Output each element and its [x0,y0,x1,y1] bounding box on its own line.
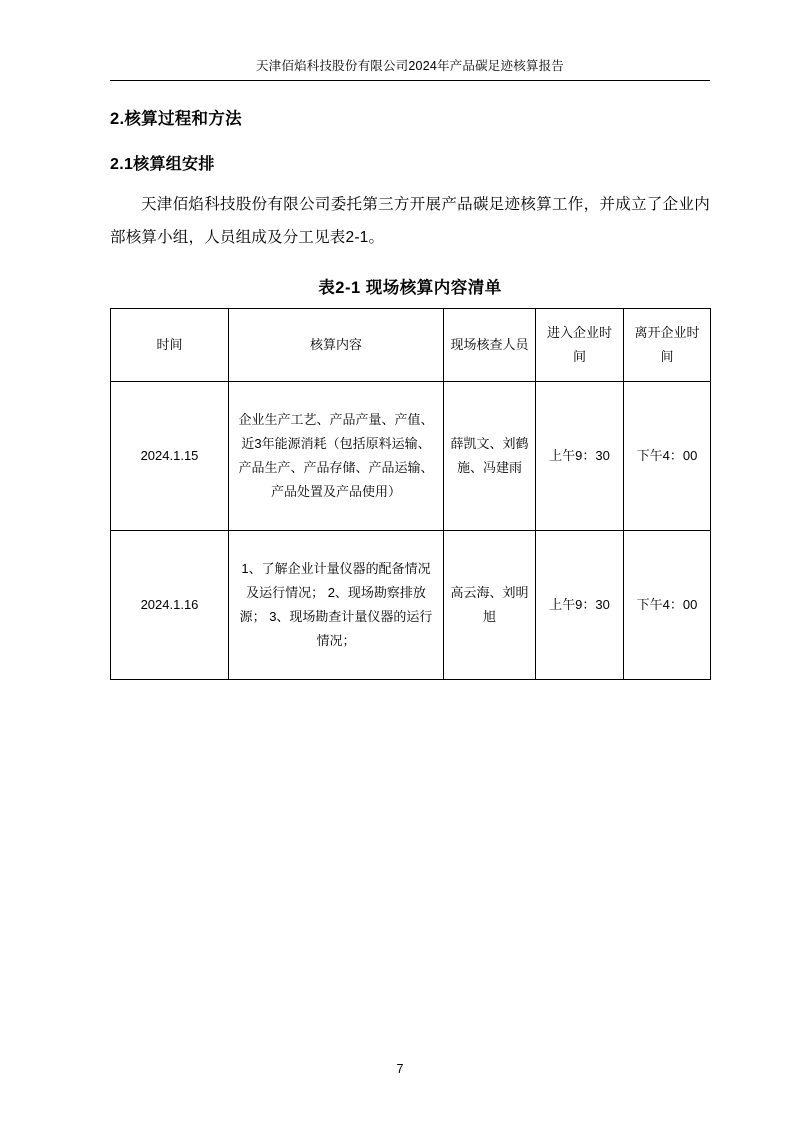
table-header-time: 时间 [111,309,229,382]
table-header-enter-time: 进入企业时间 [536,309,624,382]
audit-table [110,308,711,680]
cell-content: 企业生产工艺、产品产量、产值、近3年能源消耗（包括原料运输、产品生产、产品存储、产品运输、产品处置及产品使用） [229,382,444,531]
cell-enter-time: 上午9：30 [536,531,624,680]
table-header-person: 现场核查人员 [444,309,536,382]
page-number: 7 [396,1062,404,1076]
header-title: 天津佰焰科技股份有限公司2024年产品碳足迹核算报告 [255,59,564,73]
table-row [111,531,711,680]
table-header-leave-time: 离开企业时间 [624,309,711,382]
cell-time: 2024.1.16 [111,531,229,680]
cell-leave-time: 下午4：00 [624,531,711,680]
page-content [110,0,710,1130]
cell-leave-time: 下午4：00 [624,382,711,531]
table-header-content: 核算内容 [229,309,444,382]
subsection-heading: 2.1核算组安排 [110,155,215,173]
cell-time: 2024.1.15 [111,382,229,531]
section-heading: 2.核算过程和方法 [110,109,242,128]
table-header-row [111,309,711,382]
header-divider [110,80,710,81]
cell-enter-time: 上午9：30 [536,382,624,531]
table-row [111,382,711,531]
table-caption: 表2-1 现场核算内容清单 [318,279,502,298]
body-paragraph: 天津佰焰科技股份有限公司委托第三方开展产品碳足迹核算工作，并成立了企业内部核算小组，人员组成及分工见表2-1。 [110,195,710,246]
cell-content: 1、了解企业计量仪器的配备情况及运行情况； 2、现场勘察排放源； 3、现场勘查计量仪器的运行情况； [229,531,444,680]
page-header [110,0,710,81]
cell-person: 薛凯文、刘鹤施、冯建雨 [444,382,536,531]
cell-person: 高云海、刘明旭 [444,531,536,680]
